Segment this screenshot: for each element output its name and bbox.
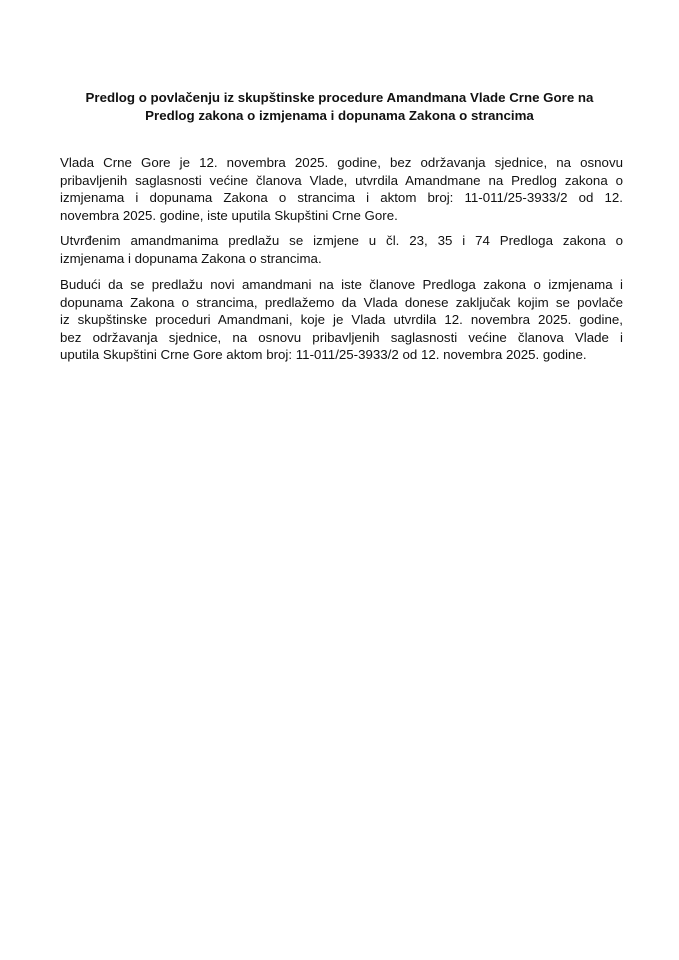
document-title bbox=[40, 89, 639, 125]
text-line: iz skupštinske proceduri Amandmani, koje je Vlada utvrdila 12. novembra 2025. godine, bbox=[60, 312, 623, 328]
text-line: bez održavanja sjednice, na osnovu pribavljenih saglasnosti većine članova Vlade i bbox=[60, 329, 623, 345]
title-line: Predlog zakona o izmjenama i dopunama Zakona o strancima bbox=[145, 108, 534, 123]
text-line: novembra 2025. godine, iste uputila Skupštini Crne Gore. bbox=[60, 207, 398, 223]
title-line: Predlog o povlačenju iz skupštinske procedure Amandmana Vlade Crne Gore na bbox=[85, 90, 594, 105]
text-line: Utvrđenim amandmanima predlažu se izmjene u čl. 23, 35 i 74 Predloga zakona o bbox=[60, 233, 623, 248]
paragraph-1 bbox=[60, 154, 623, 224]
paragraph-3 bbox=[60, 276, 623, 364]
paragraph-2 bbox=[60, 232, 623, 267]
text-line: izmjenama i dopunama Zakona o strancima. bbox=[60, 250, 322, 266]
text-line: dopunama Zakona o strancima, predlažemo da Vlada donese zaključak kojim se povlače bbox=[60, 294, 623, 310]
text-line: uputila Skupštini Crne Gore aktom broj: 11-011/25-3933/2 od 12. novembra 2025. godine. bbox=[60, 347, 587, 363]
text-line: izmjenama i dopunama Zakona o strancima i aktom broj: 11-011/25-3933/2 od 12. bbox=[60, 190, 623, 206]
text-line: Vlada Crne Gore je 12. novembra 2025. godine, bez održavanja sjednice, na osnovu bbox=[60, 155, 623, 170]
text-line: pribavljenih saglasnosti većine članova Vlade, utvrdila Amandmane na Predlog zakona o bbox=[60, 172, 623, 188]
text-line: Budući da se predlažu novi amandmani na iste članove Predloga zakona o izmjenama i bbox=[60, 277, 623, 292]
